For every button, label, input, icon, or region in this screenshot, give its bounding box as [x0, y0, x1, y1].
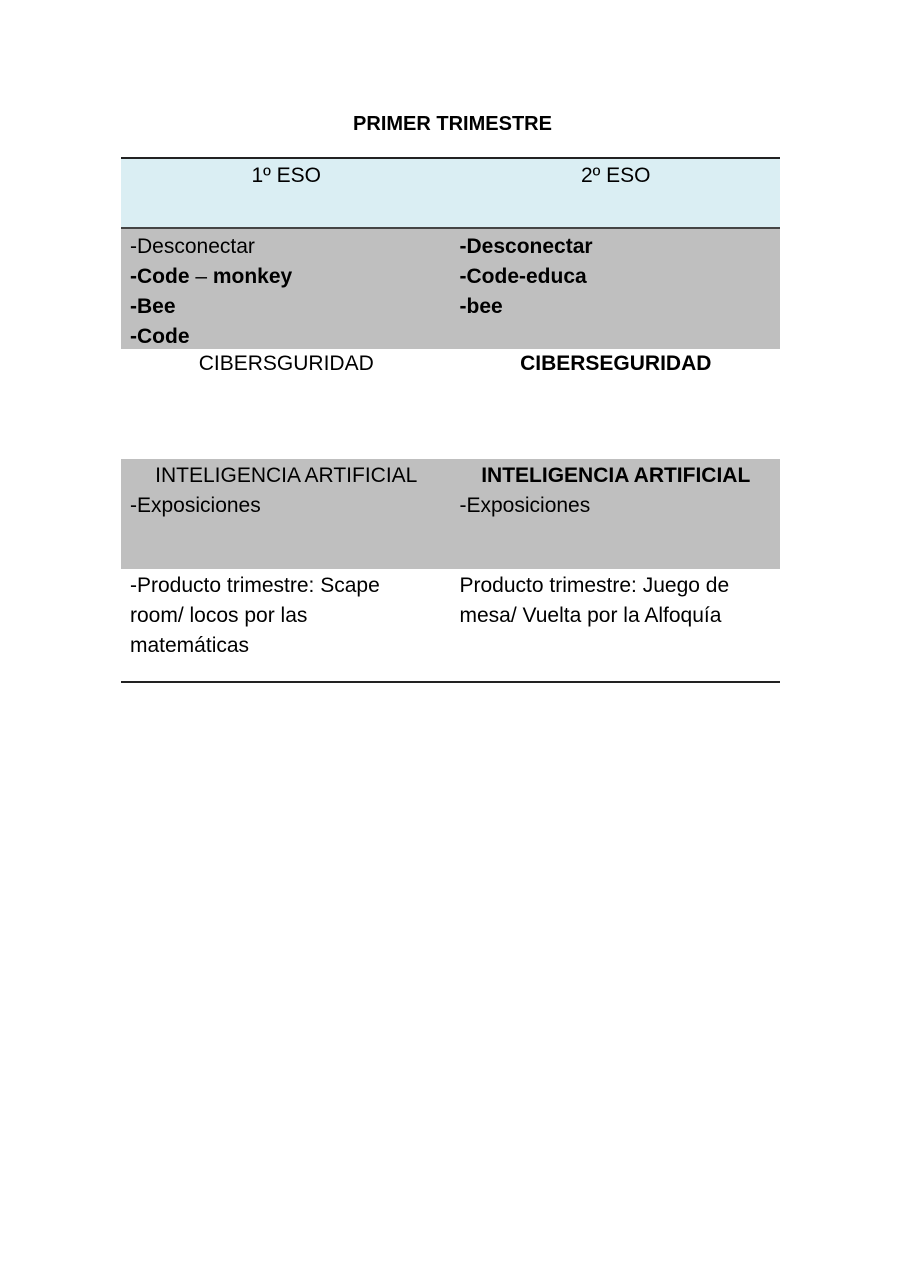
ai-item: -Exposiciones: [459, 494, 591, 517]
tool-item: -Code: [130, 325, 190, 348]
tools-cell-1eso: [121, 230, 451, 349]
tool-item: -Desconectar: [459, 235, 593, 258]
column-header-1eso: 1º ESO: [251, 164, 322, 187]
product-line: room/ locos por las: [130, 604, 308, 627]
tools-cell-2eso: [451, 230, 781, 349]
table-row-product: [121, 569, 780, 681]
product-line: mesa/ Vuelta por la Alfoquía: [459, 604, 722, 627]
column-header-2eso: 2º ESO: [580, 164, 651, 187]
ai-heading: INTELIGENCIA ARTIFICIAL: [481, 464, 751, 487]
product-cell-1eso: [121, 569, 451, 681]
schedule-table: [121, 157, 780, 683]
table-row-tools: [121, 229, 780, 349]
ai-cell-1eso: [121, 459, 451, 569]
product-cell-2eso: [451, 569, 781, 681]
cyber-cell-1eso: CIBERSGURIDAD: [198, 352, 374, 375]
cyber-cell-2eso: CIBERSEGURIDAD: [520, 352, 712, 375]
page-title: PRIMER TRIMESTRE: [353, 113, 552, 135]
tool-item-part: -Code: [130, 265, 190, 288]
tool-item-dash: –: [189, 265, 213, 288]
table-row-ai: [121, 459, 780, 569]
table-header-row: [121, 159, 780, 229]
product-line: -Producto trimestre: Scape: [130, 574, 380, 597]
product-line: Producto trimestre: Juego de: [459, 574, 730, 597]
product-line: matemáticas: [130, 634, 250, 657]
tool-item: -Code-educa: [459, 265, 587, 288]
tool-item: -Bee: [130, 295, 176, 318]
ai-cell-2eso: [451, 459, 781, 569]
tool-item: -bee: [459, 295, 503, 318]
tool-item: [130, 262, 443, 292]
table-row-cybersecurity: [121, 349, 780, 459]
tool-item: -Desconectar: [130, 235, 255, 258]
tool-item-part: monkey: [212, 265, 293, 288]
ai-item: -Exposiciones: [130, 494, 261, 517]
ai-heading: INTELIGENCIA ARTIFICIAL: [155, 464, 418, 487]
